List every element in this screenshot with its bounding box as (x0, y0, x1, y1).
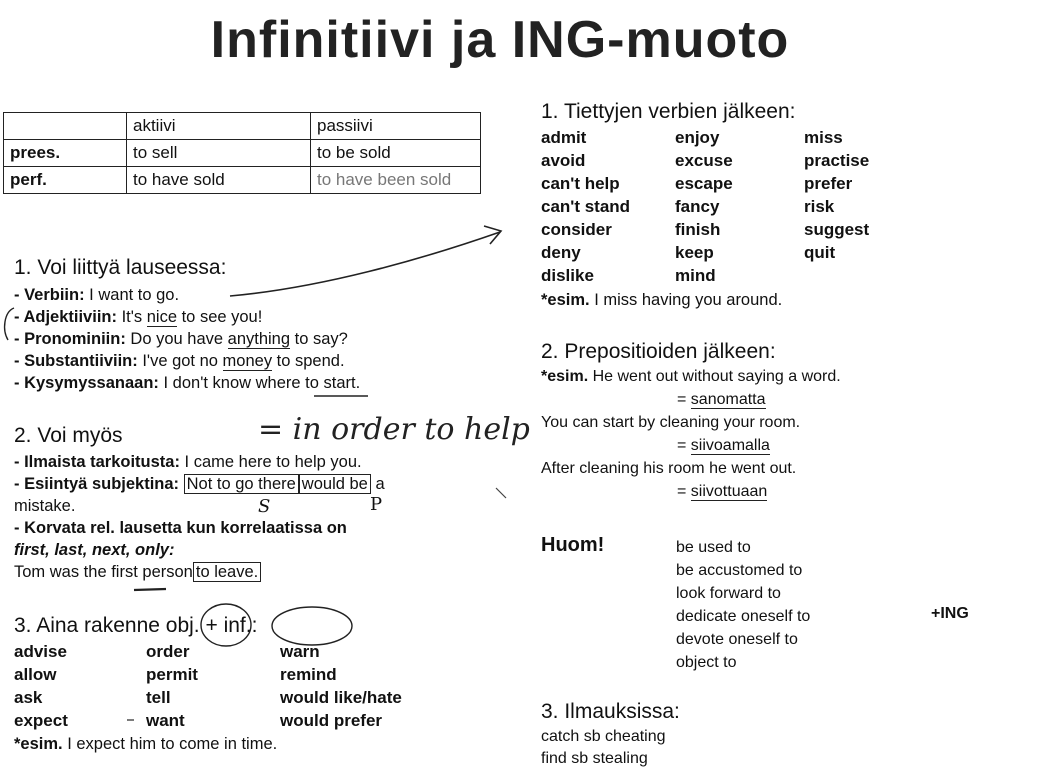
example-text: person (137, 563, 193, 581)
section-heading: 3. Ilmauksissa: (541, 700, 680, 723)
heading-inf: inf.: (223, 614, 258, 637)
example-sentence: You can start by cleaning your room. (541, 414, 801, 431)
list-item: deny (541, 243, 581, 262)
list-item: dislike (541, 266, 594, 285)
example-sentence (14, 733, 277, 755)
heading-obj: obj. (165, 614, 200, 637)
underlined-word: money (222, 352, 273, 370)
table-cell: to sell (127, 140, 311, 167)
list-item: warn (280, 642, 320, 661)
translation-word: sanomatta (690, 391, 766, 408)
item-label: - Kysymyssanaan: (14, 374, 159, 392)
italic-words: first, last, next, only: (14, 541, 175, 559)
example-text: I expect him to come in time. (62, 735, 278, 753)
example-text: I miss having you around. (589, 291, 783, 309)
infinitive-box: to leave. (193, 562, 261, 582)
example-label: *esim. (541, 368, 589, 385)
item-text: Do you have (125, 330, 228, 348)
section-2-examples (541, 365, 841, 503)
handwritten-note: = in order to help (258, 412, 530, 447)
list-item (14, 372, 360, 394)
note-label: Huom! (541, 534, 605, 556)
heading-text: 3. Aina rakenne (14, 614, 166, 637)
equals-sign: = (677, 437, 691, 454)
page-title: Infinitiivi ja ING-muoto (210, 11, 790, 69)
list-item: tell (146, 688, 171, 707)
list-item: can't stand (541, 197, 631, 216)
list-item: keep (675, 243, 714, 262)
list-item: can't help (541, 174, 620, 193)
item-label: - Ilmaista tarkoitusta: (14, 453, 180, 471)
example-sentence (541, 289, 782, 311)
verb-list (14, 640, 460, 732)
item-text: a (370, 475, 385, 493)
expression-list (541, 726, 666, 770)
section-1-list (14, 284, 360, 394)
list-item: admit (541, 128, 587, 147)
handwritten-p-mark: P (370, 494, 383, 515)
list-item: avoid (541, 151, 586, 170)
translation-line (541, 480, 841, 503)
item-text: to spend. (272, 352, 345, 370)
equals-sign: = (677, 483, 691, 500)
list-item: - Korvata rel. lausetta kun korrelaatissa on (14, 519, 347, 537)
list-item: catch sb cheating (541, 728, 666, 745)
section-heading: 1. Tiettyjen verbien jälkeen: (541, 100, 796, 123)
example-sentence: After cleaning his room he went out. (541, 460, 797, 477)
item-text: to start. (300, 374, 361, 392)
item-label: - Pronominiin: (14, 330, 126, 348)
table-header-cell: passiivi (311, 113, 481, 140)
list-item (14, 350, 360, 372)
example-label: *esim. (14, 735, 63, 753)
list-item: devote oneself to (676, 631, 798, 648)
item-text: to say? (290, 330, 348, 348)
translation-word: siivoamalla (690, 437, 770, 454)
underlined-word: first (111, 563, 138, 581)
table-row-label: perf. (4, 167, 127, 194)
table-cell: to have been sold (311, 167, 481, 194)
item-label: - Adjektiiviin: (14, 308, 117, 326)
list-item (14, 473, 494, 495)
list-item: be accustomed to (676, 562, 803, 579)
list-item: prefer (804, 174, 853, 193)
list-item (14, 306, 360, 328)
list-item: expect (14, 711, 68, 730)
verb-list (541, 126, 914, 287)
item-text: It's (116, 308, 147, 326)
list-item: advise (14, 642, 67, 661)
list-item: quit (804, 243, 836, 262)
item-text: I've got no (137, 352, 223, 370)
list-item: would prefer (280, 711, 383, 730)
list-item: permit (146, 665, 198, 684)
example-label: *esim. (541, 291, 590, 309)
list-item (14, 328, 360, 350)
list-item: would like/hate (280, 688, 402, 707)
list-item: mind (675, 266, 716, 285)
section-heading: 1. Voi liittyä lauseessa: (14, 256, 227, 279)
list-item: miss (804, 128, 843, 147)
list-item: be used to (676, 539, 751, 556)
item-text: I came here to help you. (179, 453, 362, 471)
list-item: suggest (804, 220, 870, 239)
list-item: dedicate oneself to (676, 608, 811, 625)
list-item: allow (14, 665, 57, 684)
list-item: ask (14, 688, 43, 707)
underlined-word: anything (227, 330, 291, 348)
item-label: - Verbiin: (14, 286, 85, 304)
handwritten-s-mark: S (258, 496, 271, 517)
list-item: risk (804, 197, 835, 216)
item-text: I don't know (158, 374, 256, 392)
note-list (676, 536, 810, 674)
list-item (14, 451, 494, 473)
example-sentence (541, 365, 841, 388)
ing-suffix: +ING (931, 605, 969, 622)
list-item: finish (675, 220, 721, 239)
table-cell: to be sold (311, 140, 481, 167)
underlined-word: nice (146, 308, 178, 326)
underlined-word: where (255, 374, 301, 392)
list-item: enjoy (675, 128, 720, 147)
translation-word: siivottuaan (690, 483, 768, 500)
example-text: Tom was the (14, 563, 112, 581)
predicate-box: would be (299, 474, 371, 494)
list-item: consider (541, 220, 612, 239)
list-item: order (146, 642, 190, 661)
list-item: practise (804, 151, 870, 170)
example-sentence (14, 561, 494, 583)
list-item: want (146, 711, 185, 730)
list-item (14, 284, 360, 306)
heading-text: + (199, 614, 224, 637)
list-item: find sb stealing (541, 750, 648, 767)
item-label: - Esiintyä subjektina: (14, 475, 180, 493)
list-item: remind (280, 665, 337, 684)
list-item: look forward to (676, 585, 781, 602)
list-item: fancy (675, 197, 720, 216)
subject-box: Not to go there (184, 474, 299, 494)
example-text: He went out without saying a word. (588, 368, 841, 385)
item-label: - Substantiiviin: (14, 352, 138, 370)
section-2-list (14, 451, 494, 583)
item-text: I want to go. (84, 286, 180, 304)
item-text: to see you! (177, 308, 263, 326)
list-item: excuse (675, 151, 733, 170)
translation-line (541, 434, 841, 457)
translation-line (541, 388, 841, 411)
equals-sign: = (677, 391, 691, 408)
section-heading: 2. Voi myös (14, 424, 123, 447)
table-cell: to have sold (127, 167, 311, 194)
list-item: escape (675, 174, 733, 193)
list-item (804, 264, 914, 287)
table-header-cell: aktiivi (127, 113, 311, 140)
table-row-label: prees. (4, 140, 127, 167)
section-heading: 2. Prepositioiden jälkeen: (541, 340, 776, 363)
list-item: object to (676, 654, 737, 671)
section-heading (14, 614, 257, 638)
list-item-continued: mistake. (14, 497, 76, 515)
